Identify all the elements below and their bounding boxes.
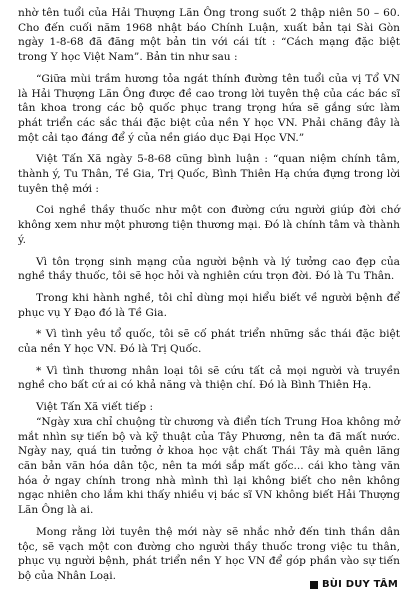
paragraph-intro: nhờ tên tuổi của Hải Thượng Lãn Ông trong suốt 2 thập niên 50 – 60. Cho đến cuối năm 1968 nhật báo Chính Luận, xuất bản tại Sài Gòn ngày 1-8-68 đã đăng một bản tin với cái tít : “Cách mạng đặc biệt trong Y học Việt Nam”. Bản tin như sau :: [18, 7, 400, 64]
paragraph-viet-tan-xa: Việt Tấn Xã ngày 5-8-68 cũng bình luận : “quan niệm chính tâm, thành ý, Tu Thân, Tề Gia, Trị Quốc, Bình Thiên Hạ chứa đựng trong lời tuyên thệ mới :: [18, 153, 400, 195]
square-bullet-icon: [310, 581, 318, 589]
paragraph-tri-quoc: * Vì tình yêu tổ quốc, tôi sẽ cố phát triển những sắc thái đặc biệt của nền Y học VN. Đó là Trị Quốc.: [18, 328, 400, 356]
paragraph-viet-tiep: Việt Tấn Xã viết tiếp :: [36, 401, 154, 414]
paragraph-chinh-tam: Coi nghề thầy thuốc như một con đường cứu người giúp đời chớ không xem như một phương tiện thương mại. Đó là chính tâm và thành ý.: [18, 204, 400, 246]
article-body: [18, 6, 400, 584]
paragraph-te-gia: Trong khi hành nghề, tôi chỉ dùng mọi hiểu biết về người bệnh để phục vụ Y Đạo đó là Tề Gia.: [18, 291, 400, 319]
paragraph-conclusion: Mong rằng lời tuyên thệ mới này sẽ nhắc nhở đến tinh thần dân tộc, sẽ vạch một con đường cho người thầy thuốc trong việc tu thân, phục vụ người bệnh, phát triển nền Y học VN để góp phần vào sự tiến bộ của Nhân Loại.: [18, 525, 400, 582]
author-signature: [310, 579, 398, 590]
paragraph-binh-thien-ha: * Vì tình thương nhân loại tôi sẽ cứu tất cả mọi người và truyền nghề cho bất cứ ai có khả năng và thiện chí. Đó là Bình Thiên Hạ.: [18, 364, 400, 392]
paragraph-tu-than: Vì tôn trọng sinh mạng của người bệnh và lý tưởng cao đẹp của nghề thầy thuốc, tôi sẽ học hỏi và nghiên cứu trọn đời. Đó là Tu Thân.: [18, 255, 400, 283]
author-name: BÙI DUY TÂM: [321, 579, 398, 590]
paragraph-quote-chinh-luan: “Giữa mùi trầm hương tỏa ngát thính đường tên tuổi của vị Tổ VN là Hải Thượng Lãn Ông được đề cao trong lời tuyên thệ của các bác sĩ tân khoa trong các bộ quốc phục trang trọng hứa sẽ gắng sức làm phát triển các sắc thái đặc biệt của nền Y học VN. Phải chăng đây là một cải tạo đáng để ý của nền giáo dục Đại Học VN.”: [18, 72, 400, 144]
paragraph-quote-history: “Ngày xưa chỉ chuộng từ chương và điển tích Trung Hoa không mở mắt nhìn sự tiến bộ và kỹ thuật của Tây Phương, nên ta đã mất nước. Ngày nay, quá tin tưởng ở khoa học vật chất Thái Tây mà quên lãng căn bản văn hóa dân tộc, nên ta mới sắp mất gốc... cái kho tàng văn hóa ở ngay chính trong nhà mình thì lại không biết cho nên không ngạc nhiên cho lắm khi thấy nhiều vị bác sĩ VN không biết Hải Thượng Lãn Ông là ai.: [18, 415, 400, 517]
